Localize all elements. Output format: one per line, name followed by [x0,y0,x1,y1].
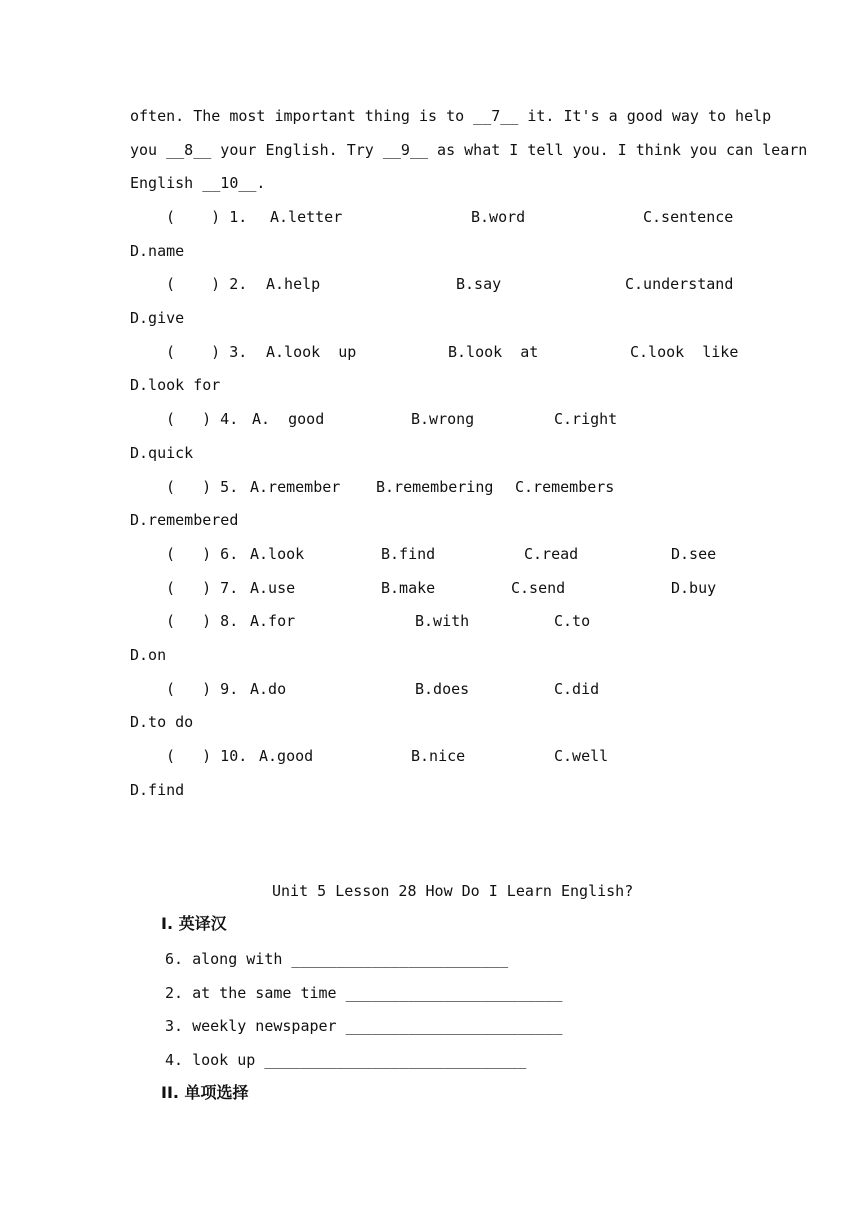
option-d: D.quick [130,444,194,462]
question-number: ( ) 6. [166,545,239,563]
option-a: A.for [250,612,296,630]
option-c: C.well [554,747,609,765]
translate-item: 4. look up _____________________________ [165,1051,527,1069]
option-b: B.find [381,545,436,563]
option-a: A.look up [266,343,357,361]
option-b: B.word [471,208,526,226]
question-number: ( ) 3. [166,343,248,361]
translate-item: 6. along with ________________________ [165,950,509,968]
option-c: C.look like [630,343,739,361]
option-a: A.letter [270,208,343,226]
passage-line: often. The most important thing is to __7__ it. It's a good way to help [130,107,772,125]
question-number: ( ) 10. [166,747,248,765]
question-number: ( ) 8. [166,612,239,630]
option-c: C.understand [625,275,734,293]
option-b: B.with [415,612,470,630]
option-c: C.remembers [515,478,615,496]
option-d: D.on [130,646,167,664]
option-a: A.do [250,680,287,698]
passage-line: English __10__. [130,174,266,192]
option-c: C.read [524,545,579,563]
option-b: B.does [415,680,470,698]
option-d: D.give [130,309,185,327]
option-c: C.did [554,680,600,698]
question-number: ( ) 4. [166,410,239,428]
option-d: D.to do [130,713,194,731]
question-number: ( ) 1. [166,208,248,226]
question-number: ( ) 2. [166,275,248,293]
question-number: ( ) 9. [166,680,239,698]
option-a: A.good [259,747,314,765]
option-b: B.look at [448,343,539,361]
option-b: B.say [456,275,502,293]
option-d: D.look for [130,376,221,394]
option-c: C.right [554,410,618,428]
option-b: B.wrong [411,410,475,428]
section-heading-translate: I. 英译汉 [161,914,227,933]
option-d: D.buy [671,579,717,597]
question-number: ( ) 5. [166,478,239,496]
option-b: B.remembering [376,478,494,496]
option-c: C.to [554,612,591,630]
lesson-title: Unit 5 Lesson 28 How Do I Learn English? [272,882,634,900]
translate-item: 3. weekly newspaper ________________________ [165,1017,563,1035]
option-c: C.sentence [643,208,734,226]
passage-line: you __8__ your English. Try __9__ as what I tell you. I think you can learn [130,141,808,159]
translate-item: 2. at the same time ________________________ [165,984,563,1002]
question-number: ( ) 7. [166,579,239,597]
option-b: B.nice [411,747,466,765]
option-b: B.make [381,579,436,597]
option-d: D.find [130,781,185,799]
section-heading-choice: II. 单项选择 [161,1083,249,1102]
option-d: D.name [130,242,185,260]
option-d: D.remembered [130,511,239,529]
option-a: A.look [250,545,305,563]
option-a: A.remember [250,478,341,496]
option-a: A. good [252,410,325,428]
option-c: C.send [511,579,566,597]
option-a: A.use [250,579,296,597]
option-a: A.help [266,275,321,293]
option-d: D.see [671,545,717,563]
